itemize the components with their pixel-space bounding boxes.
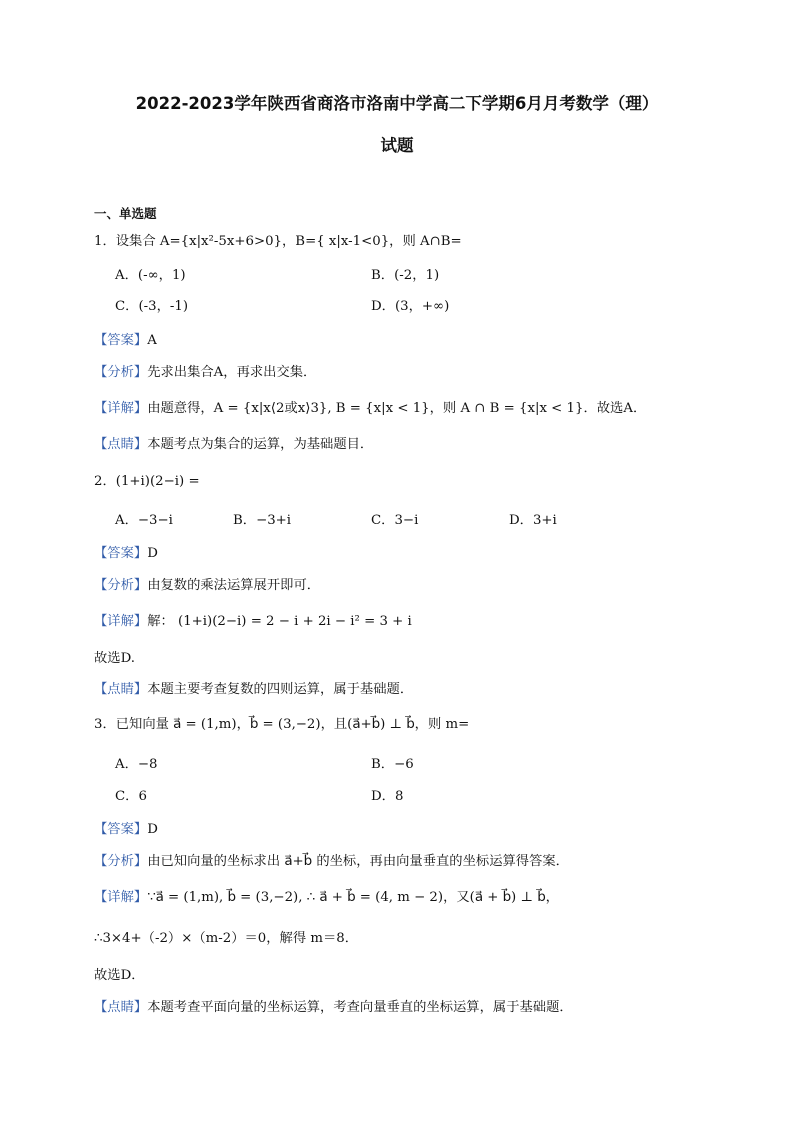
q2-analysis-row bbox=[94, 574, 320, 593]
q3-analysis-row bbox=[94, 850, 569, 869]
detail-label: 【详解】 bbox=[94, 614, 148, 629]
comment-label: 【点睛】 bbox=[94, 682, 148, 697]
q1-analysis-row bbox=[94, 361, 316, 380]
analysis-label: 【分析】 bbox=[94, 365, 148, 380]
q1-option-c: C．(-3，-1) bbox=[115, 299, 189, 314]
q3-comment-row bbox=[94, 996, 573, 1015]
q3-detail-row bbox=[94, 886, 559, 905]
answer-label: 【答案】 bbox=[94, 822, 148, 837]
q2-comment-row bbox=[94, 678, 413, 697]
q2-option-d: D．3+i bbox=[509, 513, 557, 528]
q3-option-c: C．6 bbox=[115, 789, 147, 804]
question-2-stem: 2．(1+i)(2−i) = bbox=[94, 474, 200, 489]
q3-detail: ∵a⃗ = (1,m), b⃗ = (3,−2), ∴ a⃗ + b⃗ = (4, m − 2)，又(a⃗ + b⃗) ⊥ b⃗， bbox=[147, 890, 559, 905]
comment-label: 【点睛】 bbox=[94, 1000, 148, 1015]
q1-option-b: B．(-2，1) bbox=[371, 268, 440, 283]
analysis-label: 【分析】 bbox=[94, 854, 148, 869]
q2-answer: D bbox=[147, 546, 158, 561]
q2-conclusion: 故选D. bbox=[94, 651, 136, 666]
q3-comment: 本题考查平面向量的坐标运算，考查向量垂直的坐标运算，属于基础题． bbox=[147, 1000, 573, 1015]
detail-label: 【详解】 bbox=[94, 890, 148, 905]
q3-conclusion: 故选D． bbox=[94, 968, 145, 983]
q1-analysis: 先求出集合A，再求出交集． bbox=[147, 365, 317, 380]
q3-option-a: A．−8 bbox=[115, 757, 158, 772]
q1-answer-row bbox=[94, 329, 157, 348]
q3-analysis: 由已知向量的坐标求出 a⃗+b⃗ 的坐标，再由向量垂直的坐标运算得答案． bbox=[147, 854, 569, 869]
question-3-stem: 3．已知向量 a⃗ = (1,m)，b⃗ = (3,−2)，且(a⃗+b⃗) ⊥ b⃗，则 m= bbox=[94, 717, 470, 732]
question-1-stem: 1．设集合 A={x|x²-5x+6>0}，B={ x|x-1<0}，则 A∩B= bbox=[94, 234, 462, 249]
q3-option-b: B．−6 bbox=[371, 757, 414, 772]
q2-detail: 解： (1+i)(2−i) = 2 − i + 2i − i² = 3 + i bbox=[147, 614, 412, 629]
analysis-label: 【分析】 bbox=[94, 578, 148, 593]
detail-label: 【详解】 bbox=[94, 401, 148, 416]
q3-option-d: D．8 bbox=[371, 789, 404, 804]
q1-detail-row bbox=[94, 397, 646, 416]
q3-answer-row bbox=[94, 818, 158, 837]
page-title-continued: 试题 bbox=[380, 136, 414, 155]
answer-label: 【答案】 bbox=[94, 333, 148, 348]
answer-label: 【答案】 bbox=[94, 546, 148, 561]
q2-analysis: 由复数的乘法运算展开即可． bbox=[147, 578, 321, 593]
q1-option-d: D．(3，+∞) bbox=[371, 299, 450, 314]
q2-comment: 本题主要考查复数的四则运算，属于基础题． bbox=[147, 682, 414, 697]
q2-answer-row bbox=[94, 542, 158, 561]
q2-detail-row bbox=[94, 610, 412, 629]
q1-comment: 本题考点为集合的运算，为基础题目． bbox=[147, 437, 374, 452]
q1-answer: A bbox=[147, 333, 157, 348]
q2-option-a: A．−3−i bbox=[115, 513, 173, 528]
q1-option-a: A．(-∞，1) bbox=[115, 268, 186, 283]
q1-comment-row bbox=[94, 433, 373, 452]
q2-option-c: C．3−i bbox=[371, 513, 419, 528]
section-heading: 一、单选题 bbox=[94, 206, 157, 221]
comment-label: 【点睛】 bbox=[94, 437, 148, 452]
q2-option-b: B．−3+i bbox=[233, 513, 292, 528]
q3-answer: D bbox=[147, 822, 158, 837]
q1-detail: 由题意得，A = {x|x⟨2或x⟩3}, B = {x|x < 1}，则 A ∩ B = {x|x < 1}．故选A． bbox=[147, 401, 647, 416]
page-title: 2022-2023学年陕西省商洛市洛南中学高二下学期6月月考数学（理） bbox=[135, 94, 659, 113]
q3-detail-continued: ∴3×4+（-2）×（m-2）＝0，解得 m＝8． bbox=[94, 931, 359, 946]
